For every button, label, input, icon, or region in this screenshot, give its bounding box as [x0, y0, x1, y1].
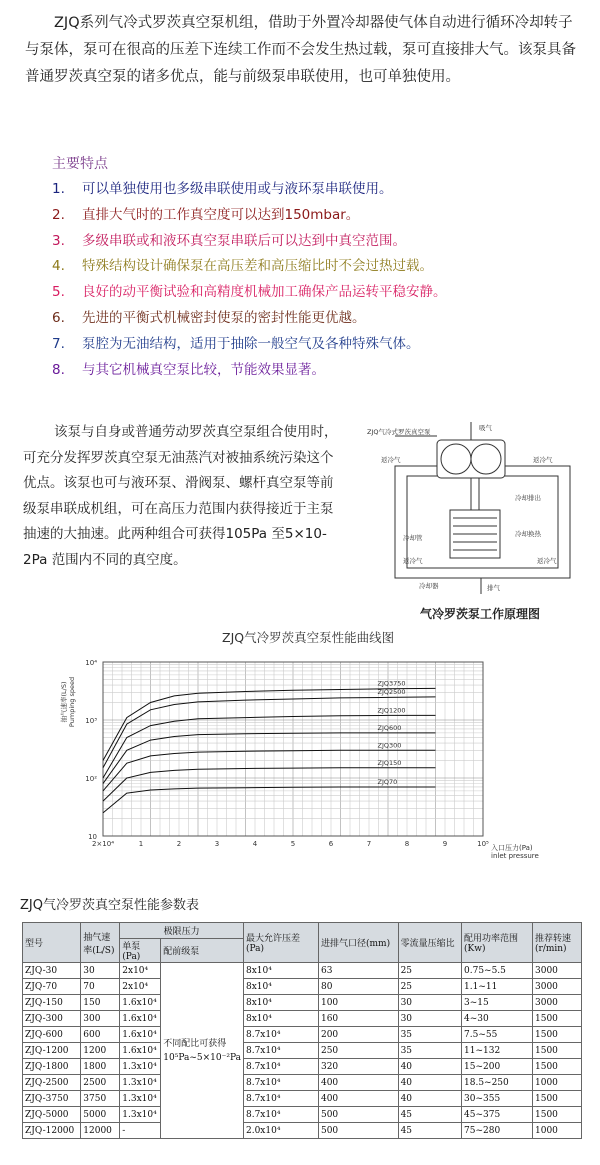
feature-text: 直排大气时的工作真空度可以达到150mbar。 — [82, 206, 360, 223]
table-cell: 1500 — [533, 1027, 582, 1043]
table-cell: 1800 — [81, 1059, 120, 1075]
table-cell: 1.6x10⁴ — [120, 995, 161, 1011]
table-cell: 11~132 — [462, 1043, 533, 1059]
table-row — [23, 979, 582, 995]
feature-text: 泵腔为无油结构，适用于抽除一般空气及各种特殊气体。 — [82, 335, 420, 352]
table-cell: ZJQ-300 — [23, 1011, 81, 1027]
table-cell: 3~15 — [462, 995, 533, 1011]
feature-item — [52, 332, 572, 358]
table-cell: 8x10⁴ — [243, 995, 318, 1011]
feature-item — [52, 306, 572, 332]
header-single: 单泵(Pa) — [120, 939, 161, 963]
table-cell: 1.1~11 — [462, 979, 533, 995]
series-label: ZJQ600 — [377, 723, 402, 732]
feature-item — [52, 358, 572, 384]
table-cell: 8x10⁴ — [243, 963, 318, 979]
feature-text: 特殊结构设计确保泵在高压差和高压缩比时不会过热过载。 — [82, 258, 433, 275]
header-inlet: 进排气口径(mm) — [318, 923, 398, 963]
table-cell: 12000 — [81, 1123, 120, 1139]
label-inlet: 吸气 — [479, 424, 492, 432]
series-label: ZJQ2500 — [377, 687, 406, 696]
combination-paragraph: 该泵与自身或普通劳动罗茨真空泵组合使用时，可充分发挥罗茨真空泵无油蒸汽对被抽系统污染这个优点。该泵也可与液环泵、滑阀泵、螺杆真空泵等前级泵串联成机组，可在高压力范围内获得接近于主泵抽速的大抽速。此两种组合可获得105Pa 至5×10-2Pa 范围内不同的真空度。 — [23, 424, 338, 568]
table-row — [23, 995, 582, 1011]
x-tick-label: 8 — [404, 840, 410, 848]
table-cell: 500 — [318, 1123, 398, 1139]
header-ultimate: 极限压力 — [120, 923, 244, 939]
label-cooler-pipe: 冷却管 — [403, 534, 423, 542]
header-rpm: 推荐转速(r/min) — [533, 923, 582, 963]
table-cell: 8.7x10⁴ — [243, 1091, 318, 1107]
feature-number: 6. — [52, 309, 65, 326]
header-speed: 抽气速率(L/S) — [81, 923, 120, 963]
table-cell: 1.6x10⁴ — [120, 1011, 161, 1027]
table-cell: 1500 — [533, 1011, 582, 1027]
table-cell: 8.7x10⁴ — [243, 1027, 318, 1043]
y-tick-label: 10³ — [85, 717, 97, 725]
table-row — [23, 1011, 582, 1027]
table-cell: 25 — [398, 963, 461, 979]
table-cell: ZJQ-70 — [23, 979, 81, 995]
table-cell: 45 — [398, 1123, 461, 1139]
table-cell: ZJQ-150 — [23, 995, 81, 1011]
feature-text: 可以单独使用也多级串联使用或与液环泵串联使用。 — [82, 181, 393, 197]
header-power: 配用功率范围(Kw) — [462, 923, 533, 963]
series-label: ZJQ3750 — [377, 679, 406, 688]
table-cell: 8.7x10⁴ — [243, 1107, 318, 1123]
table-cell: 300 — [81, 1011, 120, 1027]
y-axis-label: 抽气速率(L/S) — [60, 681, 68, 723]
table-row — [23, 1059, 582, 1075]
label-return-right: 返冷气 — [533, 456, 553, 464]
feature-item — [52, 203, 572, 229]
feature-text: 多级串联或和液环真空泵串联后可以达到中真空范围。 — [82, 232, 406, 249]
table-cell: 4~30 — [462, 1011, 533, 1027]
x-tick-label: 7 — [366, 840, 372, 848]
table-cell: 80 — [318, 979, 398, 995]
schematic-caption: 气冷罗茨泵工作原理图 — [420, 607, 541, 621]
table-cell: 5000 — [81, 1107, 120, 1123]
header-combo: 配前级泵 — [161, 939, 244, 963]
x-tick-label: 5 — [290, 840, 296, 848]
table-cell: 150 — [81, 995, 120, 1011]
feature-number: 7. — [52, 335, 65, 352]
label-cooler: 冷却器 — [419, 582, 439, 590]
table-cell: 3000 — [533, 979, 582, 995]
table-cell: 3750 — [81, 1091, 120, 1107]
x-tick-label: 10⁵ — [477, 840, 489, 848]
table-cell: 1.3x10⁴ — [120, 1059, 161, 1075]
table-cell: 30 — [81, 963, 120, 979]
table-cell: 0.75~5.5 — [462, 963, 533, 979]
feature-item — [52, 280, 572, 306]
feature-text: 先进的平衡式机械密封使泵的密封性能更优越。 — [82, 309, 366, 326]
table-cell: 1.3x10⁴ — [120, 1107, 161, 1123]
table-cell: 400 — [318, 1091, 398, 1107]
features-list — [52, 177, 572, 383]
table-cell: ZJQ-12000 — [23, 1123, 81, 1139]
table-cell: 35 — [398, 1043, 461, 1059]
table-cell: ZJQ-3750 — [23, 1091, 81, 1107]
label-exhaust: 冷却排出 — [515, 494, 541, 502]
table-cell: 1500 — [533, 1043, 582, 1059]
table-cell: 1.6x10⁴ — [120, 1027, 161, 1043]
table-cell: ZJQ-1200 — [23, 1043, 81, 1059]
x-tick-label: 6 — [328, 840, 334, 848]
table-cell: 3000 — [533, 963, 582, 979]
features-title: 主要特点 — [52, 156, 108, 172]
table-cell: 8x10⁴ — [243, 979, 318, 995]
table-cell: 35 — [398, 1027, 461, 1043]
feature-number: 2. — [52, 206, 65, 223]
series-label: ZJQ300 — [377, 741, 402, 750]
intro-paragraph: ZJQ系列气冷式罗茨真空泵机组，借助于外置冷却器使气体自动进行循环冷却转子与泵体，泵可在很高的压差下连续工作而不会发生热过载，泵可直接排大气。该泵具备普通罗茨真空泵的诸多优点，能与前级泵串联使用，也可单独使用。 — [25, 15, 576, 85]
x-tick-label: 3 — [214, 840, 220, 848]
table-row — [23, 1123, 582, 1139]
table-cell: 45~375 — [462, 1107, 533, 1123]
table-cell: 18.5~250 — [462, 1075, 533, 1091]
table-cell: 2x10⁴ — [120, 963, 161, 979]
table-cell: ZJQ-5000 — [23, 1107, 81, 1123]
table-cell: 1500 — [533, 1059, 582, 1075]
schematic-diagram — [355, 418, 590, 626]
table-cell: 1000 — [533, 1075, 582, 1091]
feature-number: 5. — [52, 284, 65, 301]
table-row — [23, 1043, 582, 1059]
y-tick-label: 10 — [88, 833, 97, 841]
series-label: ZJQ70 — [377, 777, 398, 786]
table-title: ZJQ气冷罗茨真空泵性能参数表 — [20, 898, 199, 913]
feature-number: 8. — [52, 361, 65, 378]
series-label: ZJQ150 — [377, 758, 402, 767]
table-cell: 30 — [398, 1011, 461, 1027]
table-cell: 250 — [318, 1043, 398, 1059]
header-model: 型号 — [23, 923, 81, 963]
table-row — [23, 1027, 582, 1043]
table-cell: 25 — [398, 979, 461, 995]
feature-number: 3. — [52, 232, 65, 249]
y-tick-label: 10⁴ — [85, 659, 97, 667]
feature-text: 与其它机械真空泵比较，节能效果显著。 — [82, 361, 325, 378]
table-cell: 40 — [398, 1059, 461, 1075]
y-axis-label-en: Pumping speed — [68, 676, 76, 728]
label-return-left: 返冷气 — [381, 456, 401, 464]
y-tick-label: 10² — [85, 775, 97, 783]
table-cell: 1.6x10⁴ — [120, 1043, 161, 1059]
label-return-bl: 返冷气 — [403, 557, 423, 565]
table-cell: ZJQ-1800 — [23, 1059, 81, 1075]
feature-text: 良好的动平衡试验和高精度机械加工确保产品运转平稳安静。 — [82, 284, 447, 301]
table-cell: 2x10⁴ — [120, 979, 161, 995]
table-cell: ZJQ-600 — [23, 1027, 81, 1043]
label-return-br: 返冷气 — [537, 557, 557, 565]
table-cell: 15~200 — [462, 1059, 533, 1075]
table-cell: 30~355 — [462, 1091, 533, 1107]
label-outlet: 排气 — [487, 584, 500, 592]
table-cell: 63 — [318, 963, 398, 979]
table-row — [23, 963, 582, 979]
feature-item — [52, 254, 572, 280]
table-cell: ZJQ-30 — [23, 963, 81, 979]
table-cell: 40 — [398, 1091, 461, 1107]
combo-note-cell: 不同配比可获得10⁵Pa~5×10⁻²Pa — [161, 963, 244, 1139]
table-row — [23, 1075, 582, 1091]
x-tick-label: 2×10⁴ — [91, 840, 115, 848]
table-cell: 100 — [318, 995, 398, 1011]
label-heat-exchange: 冷却换热 — [515, 530, 541, 538]
table-cell: 45 — [398, 1107, 461, 1123]
x-tick-label: 2 — [176, 840, 182, 848]
table-cell: 160 — [318, 1011, 398, 1027]
chart-title: ZJQ气冷罗茨真空泵性能曲线图 — [222, 630, 395, 645]
performance-chart — [58, 648, 548, 870]
table-cell: 1500 — [533, 1091, 582, 1107]
feature-number: 4. — [52, 258, 65, 275]
table-cell: 1200 — [81, 1043, 120, 1059]
table-cell: 2.0x10⁴ — [243, 1123, 318, 1139]
table-cell: 500 — [318, 1107, 398, 1123]
table-cell: 8.7x10⁴ — [243, 1043, 318, 1059]
table-cell: 75~280 — [462, 1123, 533, 1139]
table-cell: 200 — [318, 1027, 398, 1043]
table-cell: ZJQ-2500 — [23, 1075, 81, 1091]
features-section — [52, 153, 572, 383]
label-pump: ZJQ气冷式罗茨真空泵 — [367, 428, 431, 436]
table-cell: 7.5~55 — [462, 1027, 533, 1043]
x-axis-label-en: inlet pressure — [491, 852, 539, 860]
table-cell: 600 — [81, 1027, 120, 1043]
x-axis-label: 入口压力(Pa) — [491, 844, 533, 852]
spec-table — [22, 922, 582, 1139]
x-tick-label: 9 — [442, 840, 448, 848]
header-maxdiff: 最大允许压差(Pa) — [243, 923, 318, 963]
table-cell: 1.3x10⁴ — [120, 1075, 161, 1091]
x-tick-label: 4 — [252, 840, 258, 848]
header-ratio: 零流量压缩比 — [398, 923, 461, 963]
series-label: ZJQ1200 — [377, 706, 406, 715]
feature-item — [52, 177, 572, 203]
table-cell: 1500 — [533, 1107, 582, 1123]
feature-item — [52, 229, 572, 255]
table-cell: 400 — [318, 1075, 398, 1091]
x-tick-label: 1 — [138, 840, 144, 848]
table-cell: 40 — [398, 1075, 461, 1091]
table-cell: 8.7x10⁴ — [243, 1059, 318, 1075]
table-cell: 3000 — [533, 995, 582, 1011]
table-cell: 70 — [81, 979, 120, 995]
table-cell: 1000 — [533, 1123, 582, 1139]
table-cell: 30 — [398, 995, 461, 1011]
table-row — [23, 1107, 582, 1123]
table-cell: - — [120, 1123, 161, 1139]
table-cell: 320 — [318, 1059, 398, 1075]
table-cell: 8x10⁴ — [243, 1011, 318, 1027]
table-row — [23, 1091, 582, 1107]
table-cell: 2500 — [81, 1075, 120, 1091]
table-cell: 1.3x10⁴ — [120, 1091, 161, 1107]
table-cell: 8.7x10⁴ — [243, 1075, 318, 1091]
feature-number: 1. — [52, 181, 65, 197]
